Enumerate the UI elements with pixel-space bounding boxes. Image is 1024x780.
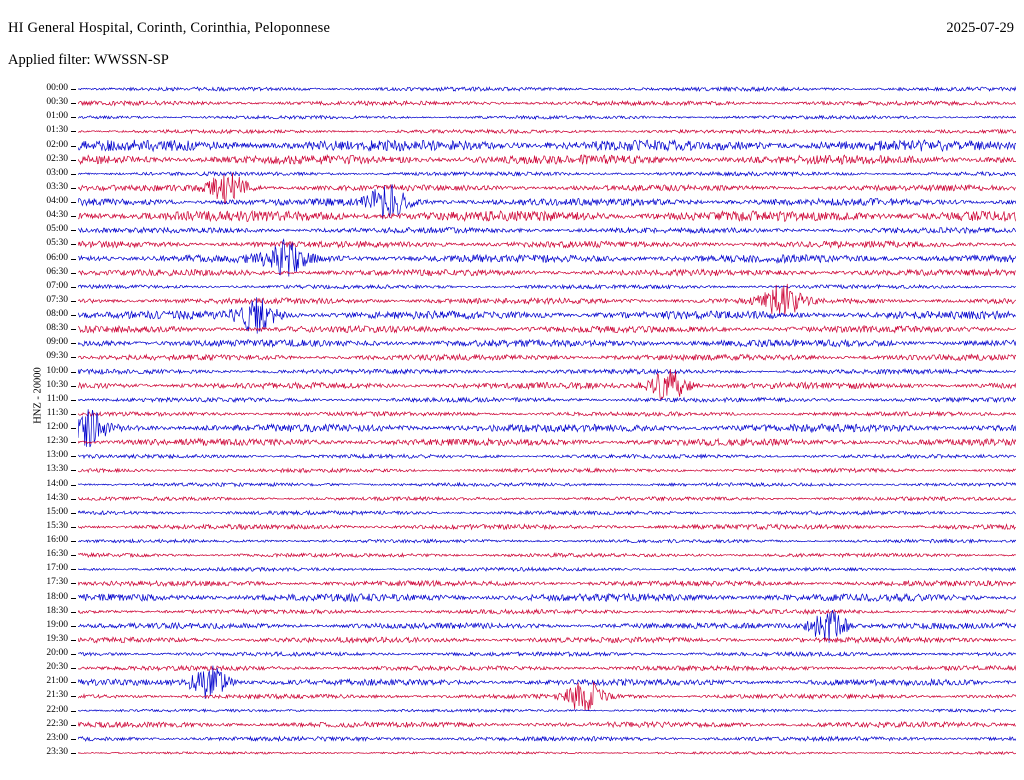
trace-line <box>78 439 1016 446</box>
trace-line <box>78 469 1016 473</box>
time-tick-label: 07:00 <box>46 280 68 291</box>
time-tick-mark <box>71 682 76 683</box>
time-tick-mark <box>71 725 76 726</box>
trace-line <box>78 610 1016 643</box>
time-tick-mark <box>71 343 76 344</box>
trace-line <box>78 398 1016 403</box>
time-tick-mark <box>71 555 76 556</box>
trace-line <box>78 241 1016 248</box>
time-tick-label: 17:30 <box>46 577 68 588</box>
time-tick-label: 01:00 <box>46 111 68 122</box>
time-tick-label: 13:30 <box>46 464 68 475</box>
trace-line <box>78 637 1016 643</box>
time-tick-mark <box>71 428 76 429</box>
time-tick-label: 23:30 <box>46 746 68 757</box>
time-tick-label: 20:00 <box>46 648 68 659</box>
time-tick-label: 16:00 <box>46 535 68 546</box>
time-tick-label: 11:00 <box>46 393 68 404</box>
page-title: HI General Hospital, Corinth, Corinthia, Peloponnese <box>8 20 331 36</box>
time-tick-label: 01:30 <box>46 125 68 136</box>
trace-line <box>78 652 1016 656</box>
time-tick-label: 10:00 <box>46 365 68 376</box>
time-tick-mark <box>71 301 76 302</box>
time-tick-label: 15:00 <box>46 506 68 517</box>
trace-line <box>78 340 1016 347</box>
time-tick-mark <box>71 329 76 330</box>
time-tick-mark <box>71 612 76 613</box>
trace-line <box>78 666 1016 699</box>
time-tick-label: 11:30 <box>46 407 68 418</box>
time-tick-mark <box>71 513 76 514</box>
time-tick-mark <box>71 386 76 387</box>
trace-line <box>78 284 1016 316</box>
time-tick-mark <box>71 414 76 415</box>
time-tick-mark <box>71 442 76 443</box>
time-tick-mark <box>71 541 76 542</box>
time-tick-label: 04:30 <box>46 210 68 221</box>
time-tick-mark <box>71 753 76 754</box>
time-tick-label: 12:30 <box>46 436 68 447</box>
time-tick-mark <box>71 654 76 655</box>
trace-line <box>78 130 1016 134</box>
time-tick-mark <box>71 315 76 316</box>
time-tick-mark <box>71 146 76 147</box>
time-tick-label: 19:00 <box>46 619 68 630</box>
trace-line <box>78 285 1016 289</box>
time-tick-mark <box>71 202 76 203</box>
time-tick-mark <box>71 640 76 641</box>
trace-line <box>78 709 1016 712</box>
trace-line <box>78 722 1016 728</box>
time-tick-label: 21:30 <box>46 690 68 701</box>
time-tick-mark <box>71 216 76 217</box>
time-tick-label: 02:30 <box>46 153 68 164</box>
time-tick-label: 00:30 <box>46 97 68 108</box>
time-tick-label: 15:30 <box>46 520 68 531</box>
time-tick-mark <box>71 626 76 627</box>
trace-line <box>78 326 1016 333</box>
time-tick-label: 03:00 <box>46 167 68 178</box>
time-tick-mark <box>71 259 76 260</box>
time-tick-label: 04:00 <box>46 196 68 207</box>
helicorder-plot <box>78 82 1016 760</box>
time-tick-label: 14:30 <box>46 492 68 503</box>
trace-line <box>78 412 1016 416</box>
trace-line <box>78 524 1016 529</box>
trace-line <box>78 682 1016 711</box>
time-tick-mark <box>71 174 76 175</box>
trace-line <box>78 454 1016 458</box>
time-tick-label: 10:30 <box>46 379 68 390</box>
trace-line <box>78 737 1016 742</box>
time-tick-mark <box>71 244 76 245</box>
trace-line <box>78 609 1016 614</box>
time-tick-mark <box>71 400 76 401</box>
time-tick-mark <box>71 287 76 288</box>
trace-canvas <box>78 82 1016 760</box>
time-tick-label: 20:30 <box>46 662 68 673</box>
trace-line <box>78 497 1016 501</box>
y-axis-label: HNZ - 20000 <box>32 367 44 424</box>
record-date: 2025-07-29 <box>946 20 1014 36</box>
time-tick-label: 08:30 <box>46 323 68 334</box>
time-tick-mark <box>71 668 76 669</box>
trace-line <box>78 511 1016 515</box>
time-tick-label: 14:00 <box>46 478 68 489</box>
time-tick-mark <box>71 739 76 740</box>
time-tick-label: 18:30 <box>46 605 68 616</box>
time-tick-label: 23:00 <box>46 732 68 743</box>
trace-line <box>78 211 1016 222</box>
time-tick-label: 18:00 <box>46 591 68 602</box>
trace-line <box>78 101 1016 106</box>
time-tick-label: 08:00 <box>46 309 68 320</box>
time-tick-label: 09:00 <box>46 337 68 348</box>
trace-line <box>78 155 1016 164</box>
time-tick-mark <box>71 89 76 90</box>
trace-line <box>78 594 1016 602</box>
time-tick-label: 05:30 <box>46 238 68 249</box>
trace-line <box>78 354 1016 360</box>
time-tick-label: 07:30 <box>46 294 68 305</box>
time-tick-mark <box>71 117 76 118</box>
time-tick-label: 13:00 <box>46 450 68 461</box>
time-tick-label: 19:30 <box>46 633 68 644</box>
time-tick-label: 06:30 <box>46 266 68 277</box>
time-tick-mark <box>71 696 76 697</box>
time-tick-mark <box>71 583 76 584</box>
time-axis <box>0 82 76 760</box>
trace-line <box>78 140 1016 152</box>
trace-line <box>78 567 1016 571</box>
trace-line <box>78 270 1016 276</box>
trace-line <box>78 539 1016 543</box>
trace-line <box>78 116 1016 119</box>
time-tick-label: 09:30 <box>46 351 68 362</box>
trace-line <box>78 228 1016 234</box>
time-tick-mark <box>71 357 76 358</box>
trace-line <box>78 553 1016 557</box>
time-tick-mark <box>71 456 76 457</box>
time-tick-mark <box>71 569 76 570</box>
trace-line <box>78 581 1016 586</box>
time-tick-mark <box>71 160 76 161</box>
time-tick-label: 02:00 <box>46 139 68 150</box>
time-tick-label: 17:00 <box>46 563 68 574</box>
time-tick-label: 16:30 <box>46 549 68 560</box>
time-tick-label: 05:00 <box>46 224 68 235</box>
time-tick-mark <box>71 103 76 104</box>
trace-line <box>78 369 1016 400</box>
trace-line <box>78 666 1016 671</box>
time-tick-mark <box>71 372 76 373</box>
time-tick-mark <box>71 598 76 599</box>
time-tick-label: 12:00 <box>46 422 68 433</box>
time-tick-mark <box>71 499 76 500</box>
time-tick-mark <box>71 527 76 528</box>
trace-line <box>78 172 1016 176</box>
time-tick-mark <box>71 711 76 712</box>
time-tick-label: 03:30 <box>46 181 68 192</box>
time-tick-mark <box>71 188 76 189</box>
time-tick-mark <box>71 470 76 471</box>
time-tick-mark <box>71 230 76 231</box>
time-tick-label: 22:30 <box>46 718 68 729</box>
trace-line <box>78 369 1016 374</box>
time-tick-label: 00:00 <box>46 83 68 94</box>
time-tick-mark <box>71 273 76 274</box>
time-tick-mark <box>71 131 76 132</box>
trace-line <box>78 87 1016 91</box>
time-tick-mark <box>71 485 76 486</box>
time-tick-label: 21:00 <box>46 676 68 687</box>
applied-filter-label: Applied filter: WWSSN-SP <box>8 52 169 68</box>
trace-line <box>78 483 1016 487</box>
trace-line <box>78 752 1016 755</box>
time-tick-label: 06:00 <box>46 252 68 263</box>
time-tick-label: 22:00 <box>46 704 68 715</box>
